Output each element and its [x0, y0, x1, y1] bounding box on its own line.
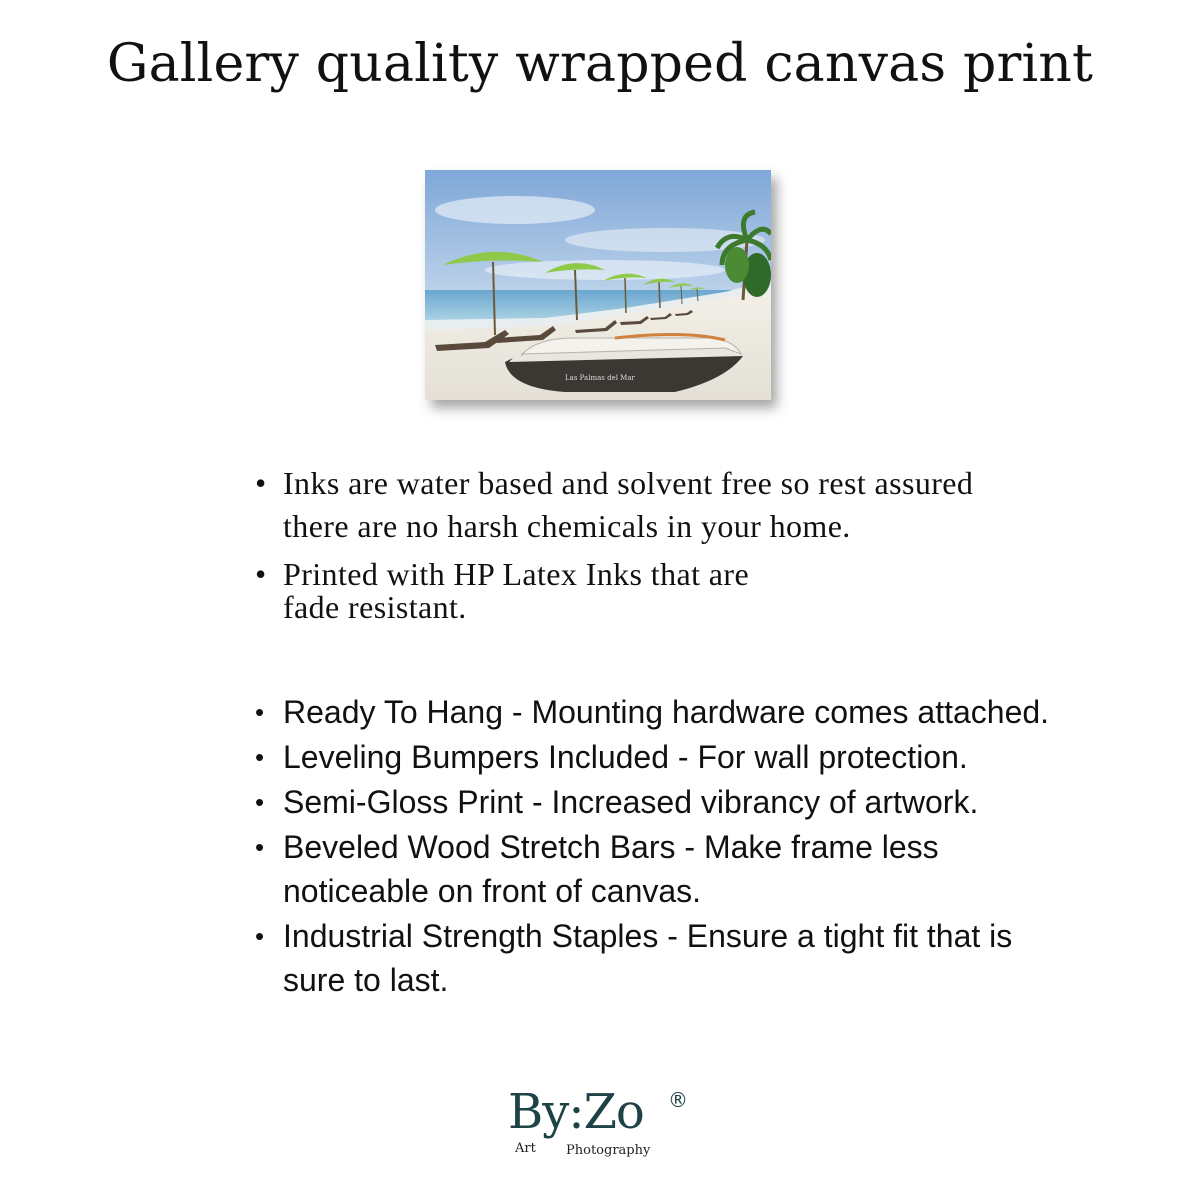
list-item — [255, 558, 985, 624]
list-item-text-line: fade resistant. — [283, 589, 467, 625]
brand-logo — [508, 1084, 708, 1168]
list-item — [255, 914, 1055, 1002]
list-item — [255, 690, 1055, 734]
bullet-icon: • — [255, 742, 265, 772]
bullet-icon: • — [255, 787, 265, 817]
list-item-text: Ready To Hang - Mounting hardware comes attached. — [283, 694, 1050, 730]
list-item — [255, 825, 1055, 913]
list-item — [255, 735, 1055, 779]
list-item-text: Industrial Strength Staples - Ensure a tight fit that is sure to last. — [283, 918, 1013, 998]
product-features-list — [255, 690, 1055, 1003]
list-item-text: Semi-Gloss Print - Increased vibrancy of artwork. — [283, 784, 979, 820]
list-item — [255, 462, 985, 548]
ink-features-list — [255, 462, 985, 624]
bullet-icon: • — [255, 832, 265, 862]
page-title: Gallery quality wrapped canvas print — [106, 34, 1094, 94]
boat-label: Las Palmas del Mar — [565, 374, 635, 382]
logo-subtitle-art: Art — [515, 1141, 536, 1156]
beach-photo — [425, 170, 771, 400]
bullet-icon: • — [255, 556, 267, 592]
bullet-icon: • — [255, 921, 265, 951]
registered-mark: ® — [668, 1088, 688, 1112]
list-item-text-line: Printed with HP Latex Inks that are — [283, 556, 750, 592]
list-item-text: Inks are water based and solvent free so rest assured there are no harsh chemicals in your home. — [283, 465, 974, 544]
list-item-text: Beveled Wood Stretch Bars - Make frame less noticeable on front of canvas. — [283, 829, 939, 909]
logo-subtitle-photography: Photography — [566, 1143, 651, 1158]
canvas-print-image — [425, 170, 771, 400]
logo-brand-text: By:Zo — [508, 1084, 644, 1140]
list-item-text: Leveling Bumpers Included - For wall protection. — [283, 739, 968, 775]
list-item — [255, 780, 1055, 824]
bullet-icon: • — [255, 465, 267, 501]
bullet-icon: • — [255, 697, 265, 727]
